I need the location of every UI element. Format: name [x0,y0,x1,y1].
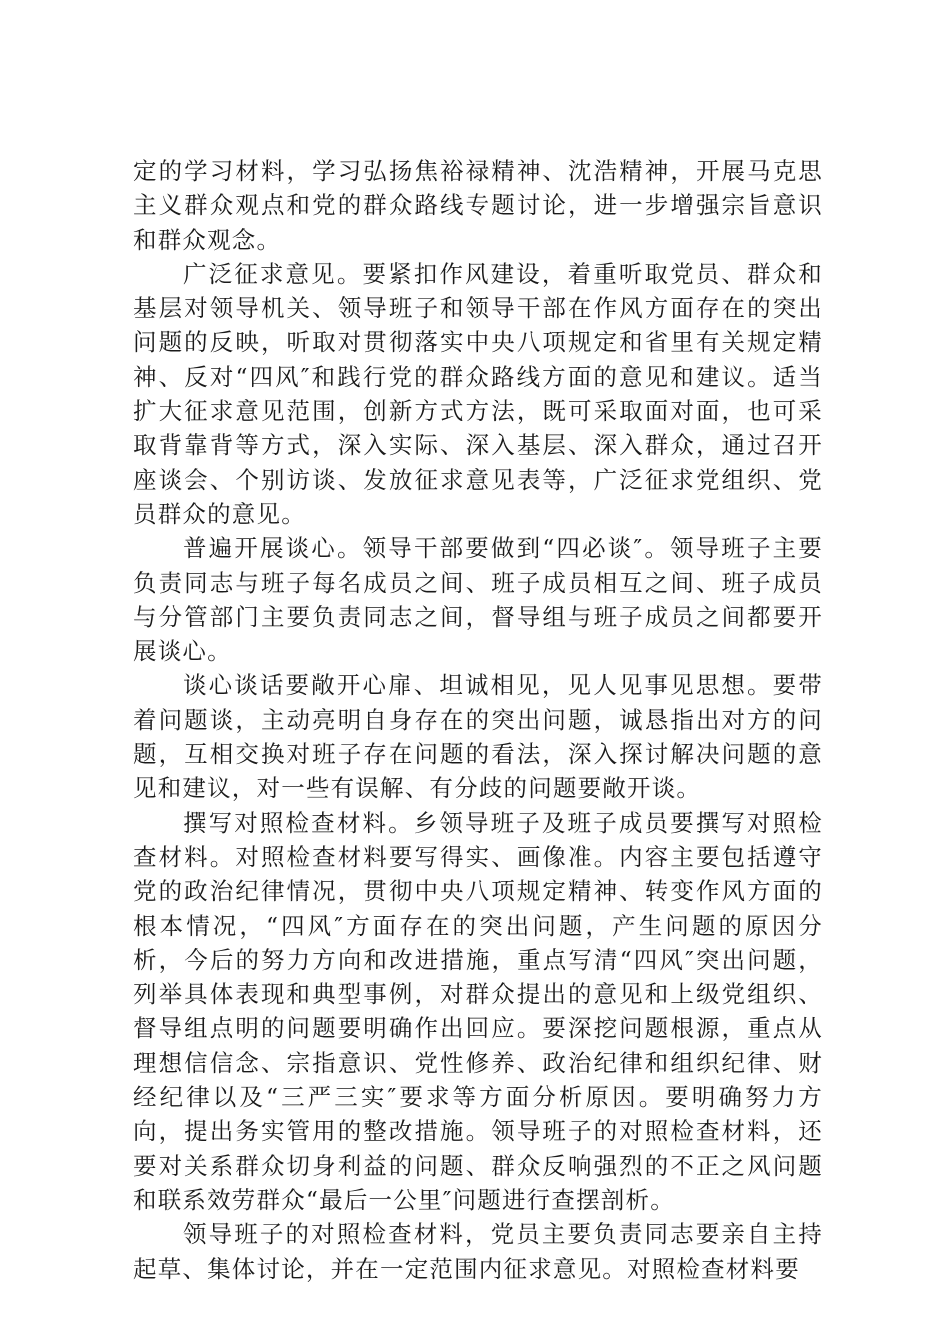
document-page [133,154,823,1286]
paragraph-talk-openly: 谈心谈话要敞开心扉、坦诚相见，见人见事见思想。要带着问题谈，主动亮明自身存在的突出问题，诚恳指出对方的问题，互相交换对班子存在问题的看法，深入探讨解决问题的意见和建议，对一些有误解、有分歧的问题要敞开谈。 [133,671,823,803]
paragraph-study-materials: 定的学习材料，学习弘扬焦裕禄精神、沈浩精神，开展马克思主义群众观点和党的群众路线专题讨论，进一步增强宗旨意识和群众观念。 [133,157,823,254]
paragraph-self-check-materials: 撰写对照检查材料。乡领导班子及班子成员要撰写对照检查材料。对照检查材料要写得实、画像准。内容主要包括遵守党的政治纪律情况，贯彻中央八项规定精神、转变作风方面的根本情况，“四风″方面存在的突出问题，产生问题的原因分析，今后的努力方向和改进措施，重点写清“四风″突出问题，列举具体表现和典型事例，对群众提出的意见和上级党组织、督导组点明的问题要明确作出回应。要深挖问题根源，重点从理想信信念、宗指意识、党性修养、政治纪律和组织纪律、财经纪律以及“三严三实″要求等方面分析原因。要明确努力方向，提出务实管用的整改措施。领导班子的对照检查材料，还要对关系群众切身利益的问题、群众反响强烈的不正之风问题和联系效劳群众“最后一公里″问题进行查摆剖析。 [133,808,823,1214]
paragraph-solicit-opinions: 广泛征求意见。要紧扣作风建设，着重听取党员、群众和基层对领导机关、领导班子和领导干部在作风方面存在的突出问题的反映，听取对贯彻落实中央八项规定和省里有关规定精神、反对“四风″和践行党的群众路线方面的意见和建议。适当扩大征求意见范围，创新方式方法，既可采取面对面，也可采取背靠背等方式，深入实际、深入基层、深入群众，通过召开座谈会、个别访谈、发放征求意见表等，广泛征求党组织、党员群众的意见。 [133,259,823,528]
paragraph-drafting-materials: 领导班子的对照检查材料，党员主要负责同志要亲自主持起草、集体讨论，并在一定范围内征求意见。对照检查材料要 [133,1220,823,1283]
paragraph-heart-to-heart: 普遍开展谈心。领导干部要做到“四必谈″。领导班子主要负责同志与班子每名成员之间、班子成员相互之间、班子成员与分管部门主要负责同志之间，督导组与班子成员之间都要开展谈心。 [133,534,823,666]
